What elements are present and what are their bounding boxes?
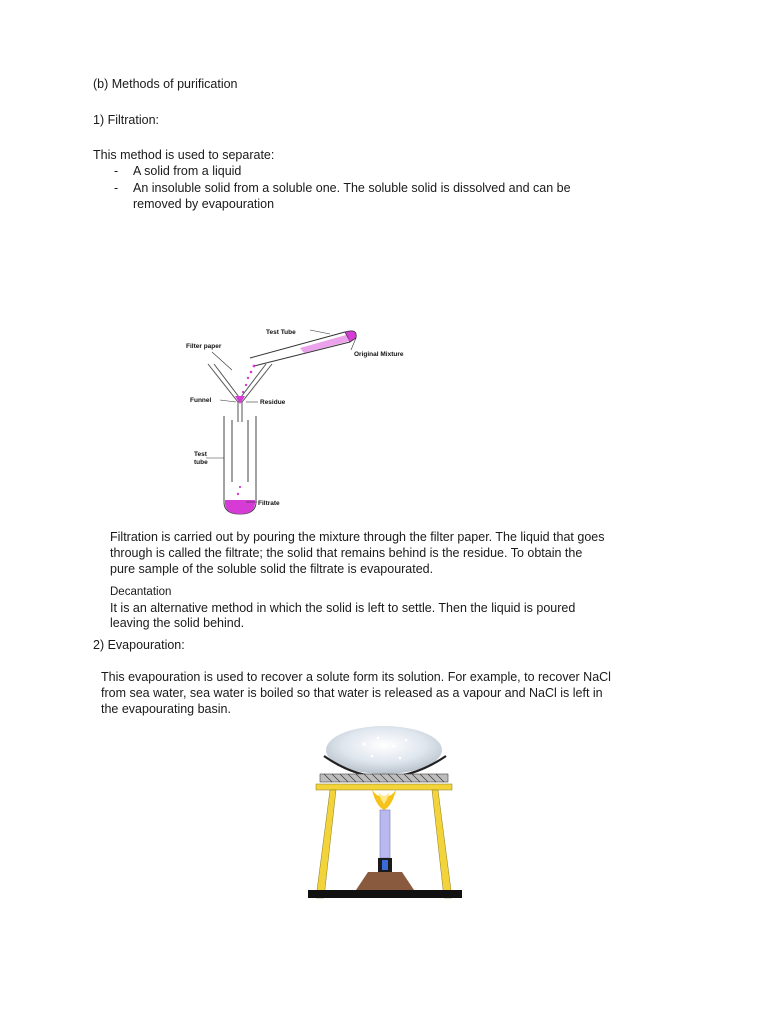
bullet-item: A solid from a liquid [133, 164, 242, 178]
label-filtrate: Filtrate [258, 500, 280, 507]
bullet-marker: - [114, 181, 119, 195]
filtration-description-line: Filtration is carried out by pouring the mixture through the filter paper. The liquid that goes [110, 530, 605, 544]
evaporation-diagram [306, 726, 466, 906]
evaporation-line: the evapourating basin. [101, 702, 231, 716]
bench [308, 890, 462, 898]
decantation-line: It is an alternative method in which the solid is left to settle. Then the liquid is poured [110, 601, 576, 615]
filtration-intro: This method is used to separate: [93, 148, 275, 162]
decantation-line: leaving the solid behind. [110, 616, 245, 630]
bullet-item: An insoluble solid from a soluble one. The soluble solid is dissolved and can be [133, 181, 571, 195]
label-funnel: Funnel [190, 397, 212, 404]
filtration-diagram [180, 322, 450, 522]
pouring-test-tube [250, 331, 356, 366]
label-residue: Residue [260, 399, 286, 406]
filtration-title: 1) Filtration: [93, 113, 159, 127]
bullet-marker: - [114, 164, 119, 178]
burner-base [356, 872, 414, 890]
label-test-tube-side-1: Test [194, 451, 207, 458]
evaporation-line: This evapouration is used to recover a solute form its solution. For example, to recover NaCl [101, 670, 611, 684]
mixture-droplets [242, 365, 256, 394]
filtration-description-line: pure sample of the soluble solid the filtrate is evapourated. [110, 562, 434, 576]
section-heading: (b) Methods of purification [93, 77, 238, 91]
evaporation-line: from sea water, sea water is boiled so that water is released as a vapour and NaCl is left in [101, 686, 603, 700]
funnel [208, 364, 272, 422]
bullet-continuation: removed by evapouration [133, 197, 275, 211]
label-original-mixture: Original Mixture [354, 351, 404, 358]
label-test-tube-side-2: tube [194, 459, 208, 466]
label-test-tube-top: Test Tube [266, 329, 296, 336]
collection-test-tube [224, 416, 256, 514]
decantation-title: Decantation [110, 586, 172, 598]
label-filter-paper: Filter paper [186, 343, 222, 350]
burner-tube [380, 810, 390, 858]
label-leaders [206, 330, 356, 502]
filtration-description-line: through is called the filtrate; the solid that remains behind is the residue. To obtain the [110, 546, 583, 560]
evaporation-title: 2) Evapouration: [93, 638, 185, 652]
